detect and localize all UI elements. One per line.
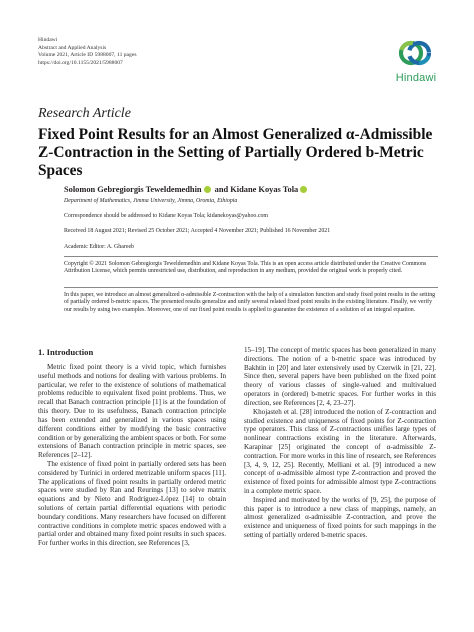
journal-full-name: Abstract and Applied Analysis <box>38 44 107 51</box>
divider <box>64 256 438 257</box>
author-name[interactable]: Solomon Gebregiorgis Teweldemedhin <box>64 185 202 194</box>
volume-info: Volume 2021, Article ID 5988007, 11 pages <box>38 52 137 59</box>
academic-editor: Academic Editor: A. Ghareeb <box>64 244 135 250</box>
section-heading: 1. Introduction <box>38 347 94 357</box>
left-column <box>38 363 226 548</box>
article-dates: Received 18 August 2021; Revised 25 October 2021; Accepted 4 November 2021; Published 16 November 2021 <box>64 228 331 234</box>
paragraph: 15–19]. The concept of metric spaces has been generalized in many directions. The notion of a b-metric space was introduced by Bakhtin in [20] and later extensively used by Czerwik in [21, 22]. Since then, several papers have been published on the fixed point theory of various classes of single-valued and multivalued operators in (ordered) b-metric spaces. For further works in this direction, see References [2, 4, 23–27]. <box>244 346 436 407</box>
article-type: Research Article <box>38 106 131 121</box>
copyright-notice: Copyright © 2021 Solomon Gebregiorgis Teweldemedhin and Kidane Koyas Tola. This is an open access article distributed under the Creative Commons Attribution License, which permits unrestricted use, distribution, and reproduction in any medium, provided the original work is properly cited. <box>64 261 427 275</box>
paper-title: Fixed Point Results for an Almost Generalized α-Admissible Z-Contraction in the Setting of Partially Ordered b-Metric Spaces <box>38 126 433 179</box>
paragraph: Inspired and motivated by the works of [9, 25], the purpose of this paper is to introduce a new class of mappings, namely, an almost generalized α-admissible Z-contraction, and prove the existence and uniqueness of fixed points for such mappings in the setting of partially ordered b-metric spaces. <box>244 495 436 540</box>
paragraph: Khojasteh et al. [28] introduced the notion of Z-contraction and studied existence and uniqueness of fixed points for Z-contraction type operators. This class of Z-contractions unifies large types of nonlinear contractions existing in the literature. Afterwards, Karapinar [25] originated the concept of α-admissible Z-contraction. For more works in this line of research, see References [3, 4, 9, 12, 25]. Recently, Melliani et al. [9] introduced a new concept of α-admissible almost type Z-contraction and proved the existence of fixed points for admissible almost type Z-contractions in a complete metric space. <box>244 407 436 495</box>
author-connector: and <box>214 185 229 194</box>
divider <box>64 287 438 288</box>
orcid-icon[interactable] <box>204 186 211 193</box>
paragraph: The existence of fixed point in partially ordered sets has been considered by Turinici in ordered metrizable uniform spaces [11]. The applications of fixed point results in partially ordered metric spaces were studied by Ran and Reurings [13] to solve matrix equations and by Nieto and Rodríguez-López [14] to obtain solutions of certain partial differential equations with periodic boundary conditions. Many researchers have focused on different contractive conditions in complete metric spaces endowed with a partial order and obtained many fixed point results in such spaces. For further works in this direction, see References [3, <box>38 459 226 548</box>
journal-info <box>38 37 137 67</box>
abstract: In this paper, we introduce an almost generalized α-admissible Z-contraction with the help of a simulation function and study fixed point results in the setting of partially ordered b-metric spaces. The presented results generalize and unify several related fixed point results in the existing literature. Finally, we verify our results by using two examples. Moreover, one of our fixed point results is applied to guarantee the existence of a solution of an integral equation. <box>64 292 436 313</box>
author-name[interactable]: Kidane Koyas Tola <box>230 185 299 194</box>
journal-name: Hindawi <box>38 37 58 43</box>
publisher-logo-text: Hindawi <box>395 72 437 84</box>
paragraph: Metric fixed point theory is a vivid topic, which furnishes useful methods and notions for dealing with various problems. In particular, we refer to the existence of solutions of mathematical problems reducible to equivalent fixed point problems. Thus, we recall that Banach contraction principle [1] is at the foundation of this theory. Due to its usefulness, Banach contraction principle has been extended and generalized in various spaces using different conditions either by modifying the basic contractive condition or by generalizing the ambient spaces or both. For some extensions of Banach contraction principle in metric spaces, see References [2–12]. <box>38 363 226 460</box>
doi-link[interactable]: https://doi.org/10.1155/2021/5988007 <box>38 59 123 66</box>
author-list <box>64 185 309 194</box>
affiliation: Department of Mathematics, Jimma University, Jimma, Oromia, Ethiopia <box>64 198 238 204</box>
right-column <box>244 346 436 540</box>
orcid-icon[interactable] <box>300 186 307 193</box>
correspondence: Correspondence should be addressed to Kidane Koyas Tola; kidanekoyas@yahoo.com <box>64 213 268 219</box>
